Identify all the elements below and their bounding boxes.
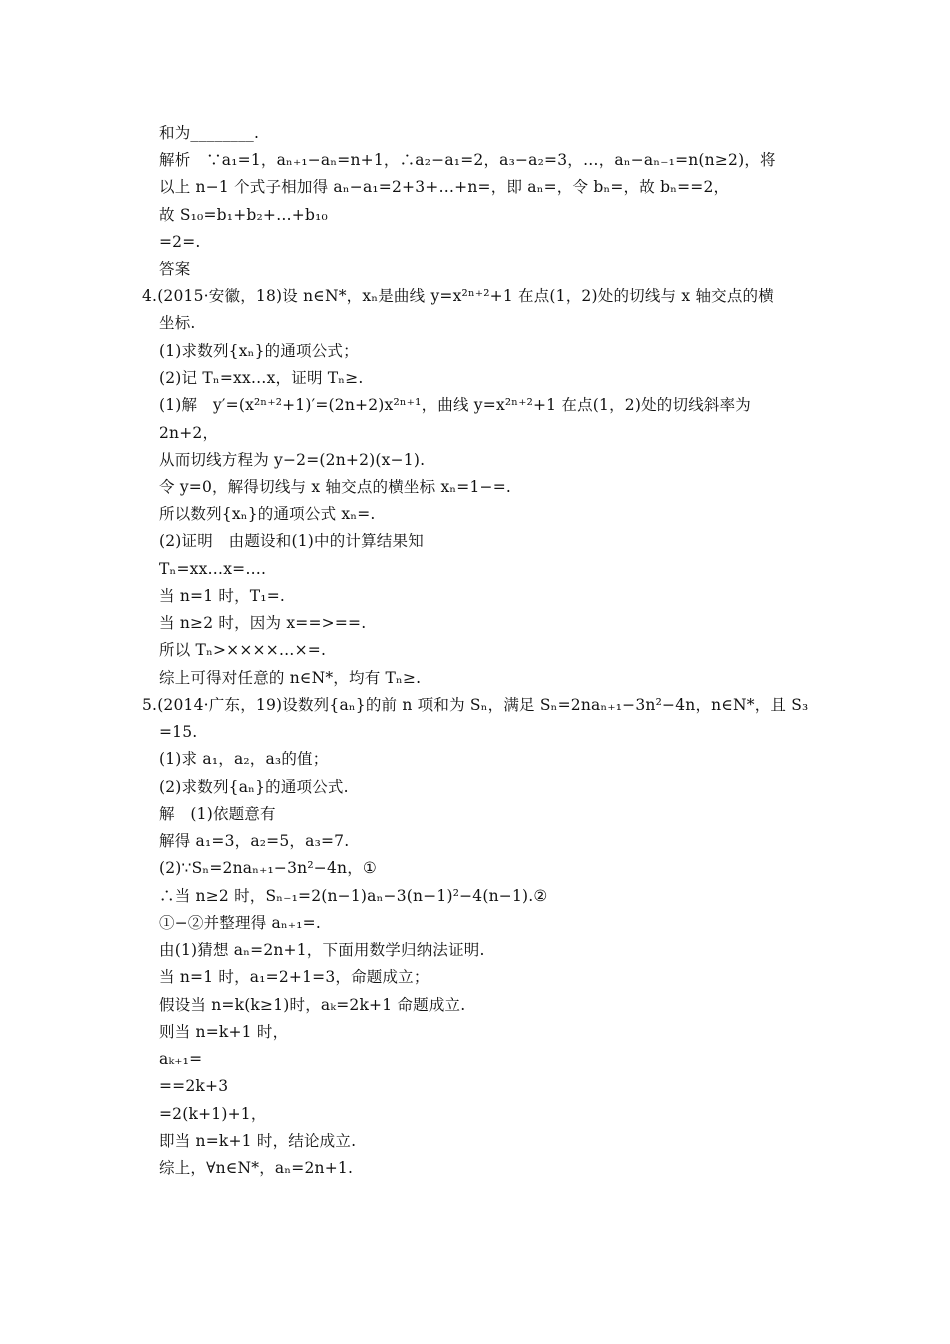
text-line: (2)证明 由题设和(1)中的计算结果知 [159, 532, 424, 550]
text-line: =15. [159, 723, 198, 741]
text-line: 令 y=0，解得切线与 x 轴交点的横坐标 xₙ=1−=. [159, 478, 512, 496]
text-line: 坐标. [159, 314, 196, 332]
text-line: 所以 Tₙ>××××…×=. [159, 641, 327, 659]
text-line: aₖ₊₁= [159, 1050, 203, 1068]
text-line: 4.(2015·安徽，18)设 n∈N*，xₙ是曲线 y=x²ⁿ⁺²+1 在点(1，2)处的切线与 x 轴交点的横 [142, 287, 774, 305]
text-line: 当 n=1 时，a₁=2+1=3，命题成立； [159, 968, 430, 986]
text-line: 当 n≥2 时，因为 x==>==. [159, 614, 367, 632]
text-line: (1)解 y′=(x²ⁿ⁺²+1)′=(2n+2)x²ⁿ⁺¹，曲线 y=x²ⁿ⁺²+1 在点(1，2)处的切线斜率为 [159, 396, 751, 414]
text-line: 从而切线方程为 y−2=(2n+2)(x−1). [159, 451, 426, 469]
text-line: 解 (1)依题意有 [159, 805, 276, 823]
text-line: 5.(2014·广东，19)设数列{aₙ}的前 n 项和为 Sₙ，满足 Sₙ=2naₙ₊₁−3n²−4n，n∈N*，且 S₃ [142, 696, 809, 714]
text-line: 当 n=1 时，T₁=. [159, 587, 286, 605]
text-line: (2)∵Sₙ=2naₙ₊₁−3n²−4n，① [159, 859, 377, 877]
text-line: =2=. [159, 233, 201, 251]
text-line: 和为________. [159, 124, 260, 142]
text-line: ①−②并整理得 aₙ₊₁=. [159, 914, 321, 932]
text-line: 2n+2， [159, 424, 219, 442]
text-line: 答案 [159, 260, 191, 278]
text-line: (1)求数列{xₙ}的通项公式； [159, 342, 359, 360]
text-line: 即当 n=k+1 时，结论成立. [159, 1132, 357, 1150]
text-line: =2(k+1)+1， [159, 1105, 267, 1123]
text-line: (2)记 Tₙ=xx…x，证明 Tₙ≥. [159, 369, 364, 387]
text-line: 解析 ∵a₁=1，aₙ₊₁−aₙ=n+1，∴a₂−a₁=2，a₃−a₂=3，…，aₙ−aₙ₋₁=n(n≥2)，将 [159, 151, 776, 169]
text-line: 假设当 n=k(k≥1)时，aₖ=2k+1 命题成立. [159, 996, 466, 1014]
text-line: (2)求数列{aₙ}的通项公式. [159, 778, 349, 796]
text-line: 综上，∀n∈N*，aₙ=2n+1. [159, 1159, 354, 1177]
text-line: 以上 n−1 个式子相加得 aₙ−a₁=2+3+…+n=，即 aₙ=，令 bₙ=，故 bₙ==2， [159, 178, 730, 196]
text-line: 故 S₁₀=b₁+b₂+…+b₁₀ [159, 206, 328, 224]
text-line: 综上可得对任意的 n∈N*，均有 Tₙ≥. [159, 669, 422, 687]
text-line: ==2k+3 [159, 1077, 229, 1095]
text-line: 所以数列{xₙ}的通项公式 xₙ=. [159, 505, 376, 523]
text-line: (1)求 a₁，a₂，a₃的值； [159, 750, 329, 768]
text-line: Tₙ=xx…x=…. [159, 560, 267, 578]
text-line: ∴当 n≥2 时，Sₙ₋₁=2(n−1)aₙ−3(n−1)²−4(n−1).② [159, 887, 548, 905]
text-line: 解得 a₁=3，a₂=5，a₃=7. [159, 832, 350, 850]
text-line: 由(1)猜想 aₙ=2n+1，下面用数学归纳法证明. [159, 941, 485, 959]
text-line: 则当 n=k+1 时， [159, 1023, 289, 1041]
